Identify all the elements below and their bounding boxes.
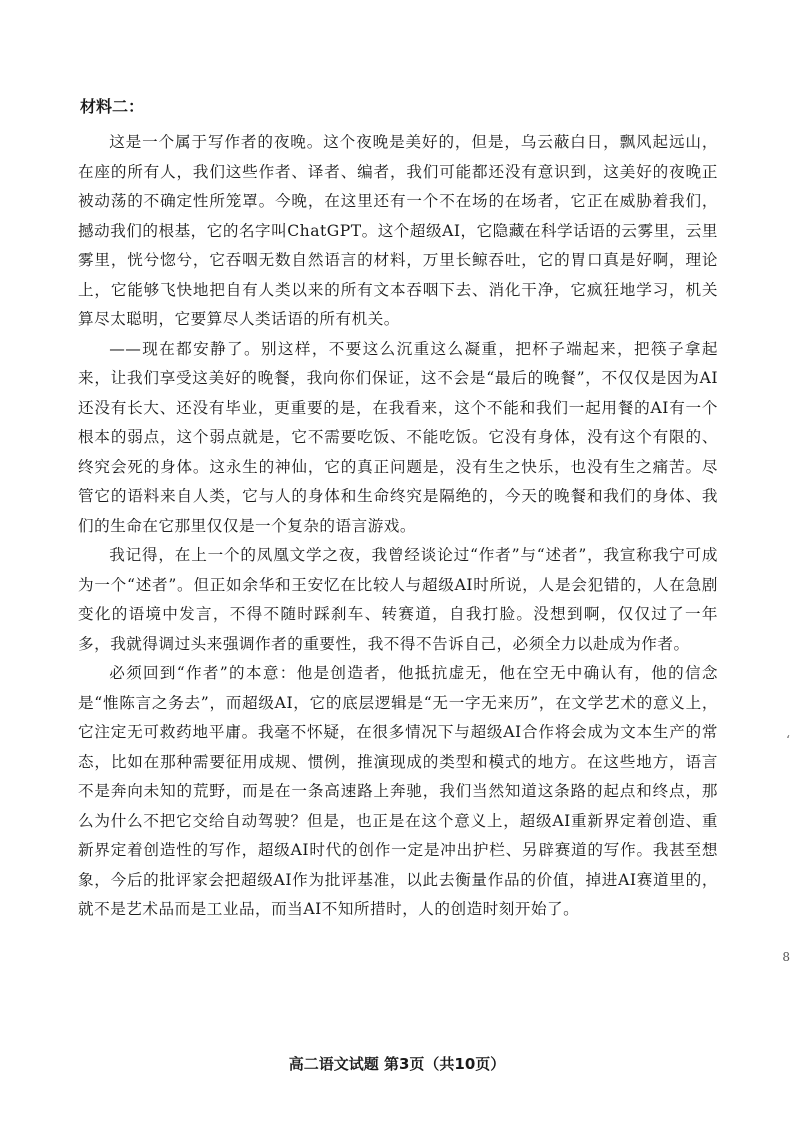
- passage-body: [78, 128, 718, 925]
- paragraph-1: 这是一个属于写作者的夜晚。这个夜晚是美好的，但是，乌云蔽白日，飘风起远山，在座的所有人，我们这些作者、译者、编者，我们可能都还没有意识到，这美好的夜晚正被动荡的不确定性所笼罩。今晚，在这里还有一个不在场的在场者，它正在威胁着我们，撼动我们的根基，它的名字叫ChatGPT。这个超级AI，它隐藏在科学话语的云雾里，云里雾里，恍兮惚兮，它吞咽无数自然语言的材料，万里长鲸吞吐，它的胃口真是好啊，理论上，它能够飞快地把自有人类以来的所有文本吞咽下去、消化干净，它疯狂地学习，机关算尽太聪明，它要算尽人类话语的所有机关。: [78, 133, 718, 328]
- page-footer: 高二语文试题 第3页（共10页）: [288, 1055, 506, 1073]
- margin-mark-top: ‘: [786, 733, 790, 747]
- paragraph-4: 必须回到“作者”的本意：他是创造者，他抵抗虚无，他在空无中确认有，他的信念是“惟陈言之务去”，而超级AI，它的底层逻辑是“无一字无来历”，在文学艺术的意义上，它注定无可救药地平庸。我毫不怀疑，在很多情况下与超级AI合作将会成为文本生产的常态，比如在那种需要征用成规、惯例，推演现成的类型和模式的地方。在这些地方，语言不是奔向未知的荒野，而是在一条高速路上奔驰，我们当然知道这条路的起点和终点，那么为什么不把它交给自动驾驶？但是，也正是在这个意义上，超级AI重新界定着创造、重新界定着创造性的写作，超级AI时代的创作一定是冲出护栏、另辟赛道的写作。我甚至想象，今后的批评家会把超级AI作为批评基准，以此去衡量作品的价值，掉进AI赛道里的，就不是艺术品而是工业品，而当AI不知所措时，人的创造时刻开始了。: [78, 664, 718, 918]
- margin-mark-bottom: 8: [782, 950, 790, 964]
- section-heading: 材料二：: [80, 97, 145, 116]
- paragraph-2: ——现在都安静了。别这样，不要这么沉重这么凝重，把杯子端起来，把筷子拿起来，让我们享受这美好的晚餐，我向你们保证，这不会是“最后的晚餐”，不仅仅是因为AI还没有长大、还没有毕业，更重要的是，在我看来，这个不能和我们一起用餐的AI有一个根本的弱点，这个弱点就是，它不需要吃饭、不能吃饭。它没有身体，没有这个有限的、终究会死的身体。这永生的神仙，它的真正问题是，没有生之快乐，也没有生之痛苦。尽管它的语料来自人类，它与人的身体和生命终究是隔绝的，今天的晚餐和我们的身体、我们的生命在它那里仅仅是一个复杂的语言游戏。: [78, 339, 718, 535]
- paragraph-3: 我记得，在上一个的凤凰文学之夜，我曾经谈论过“作者”与“述者”，我宣称我宁可成为一个“述者”。但正如余华和王安忆在比较人与超级AI时所说，人是会犯错的，人在急剧变化的语境中发言，不得不随时踩刹车、转赛道，自我打脸。没想到啊，仅仅过了一年多，我就得调过头来强调作者的重要性，我不得不告诉自己，必须全力以赴成为作者。: [78, 546, 718, 653]
